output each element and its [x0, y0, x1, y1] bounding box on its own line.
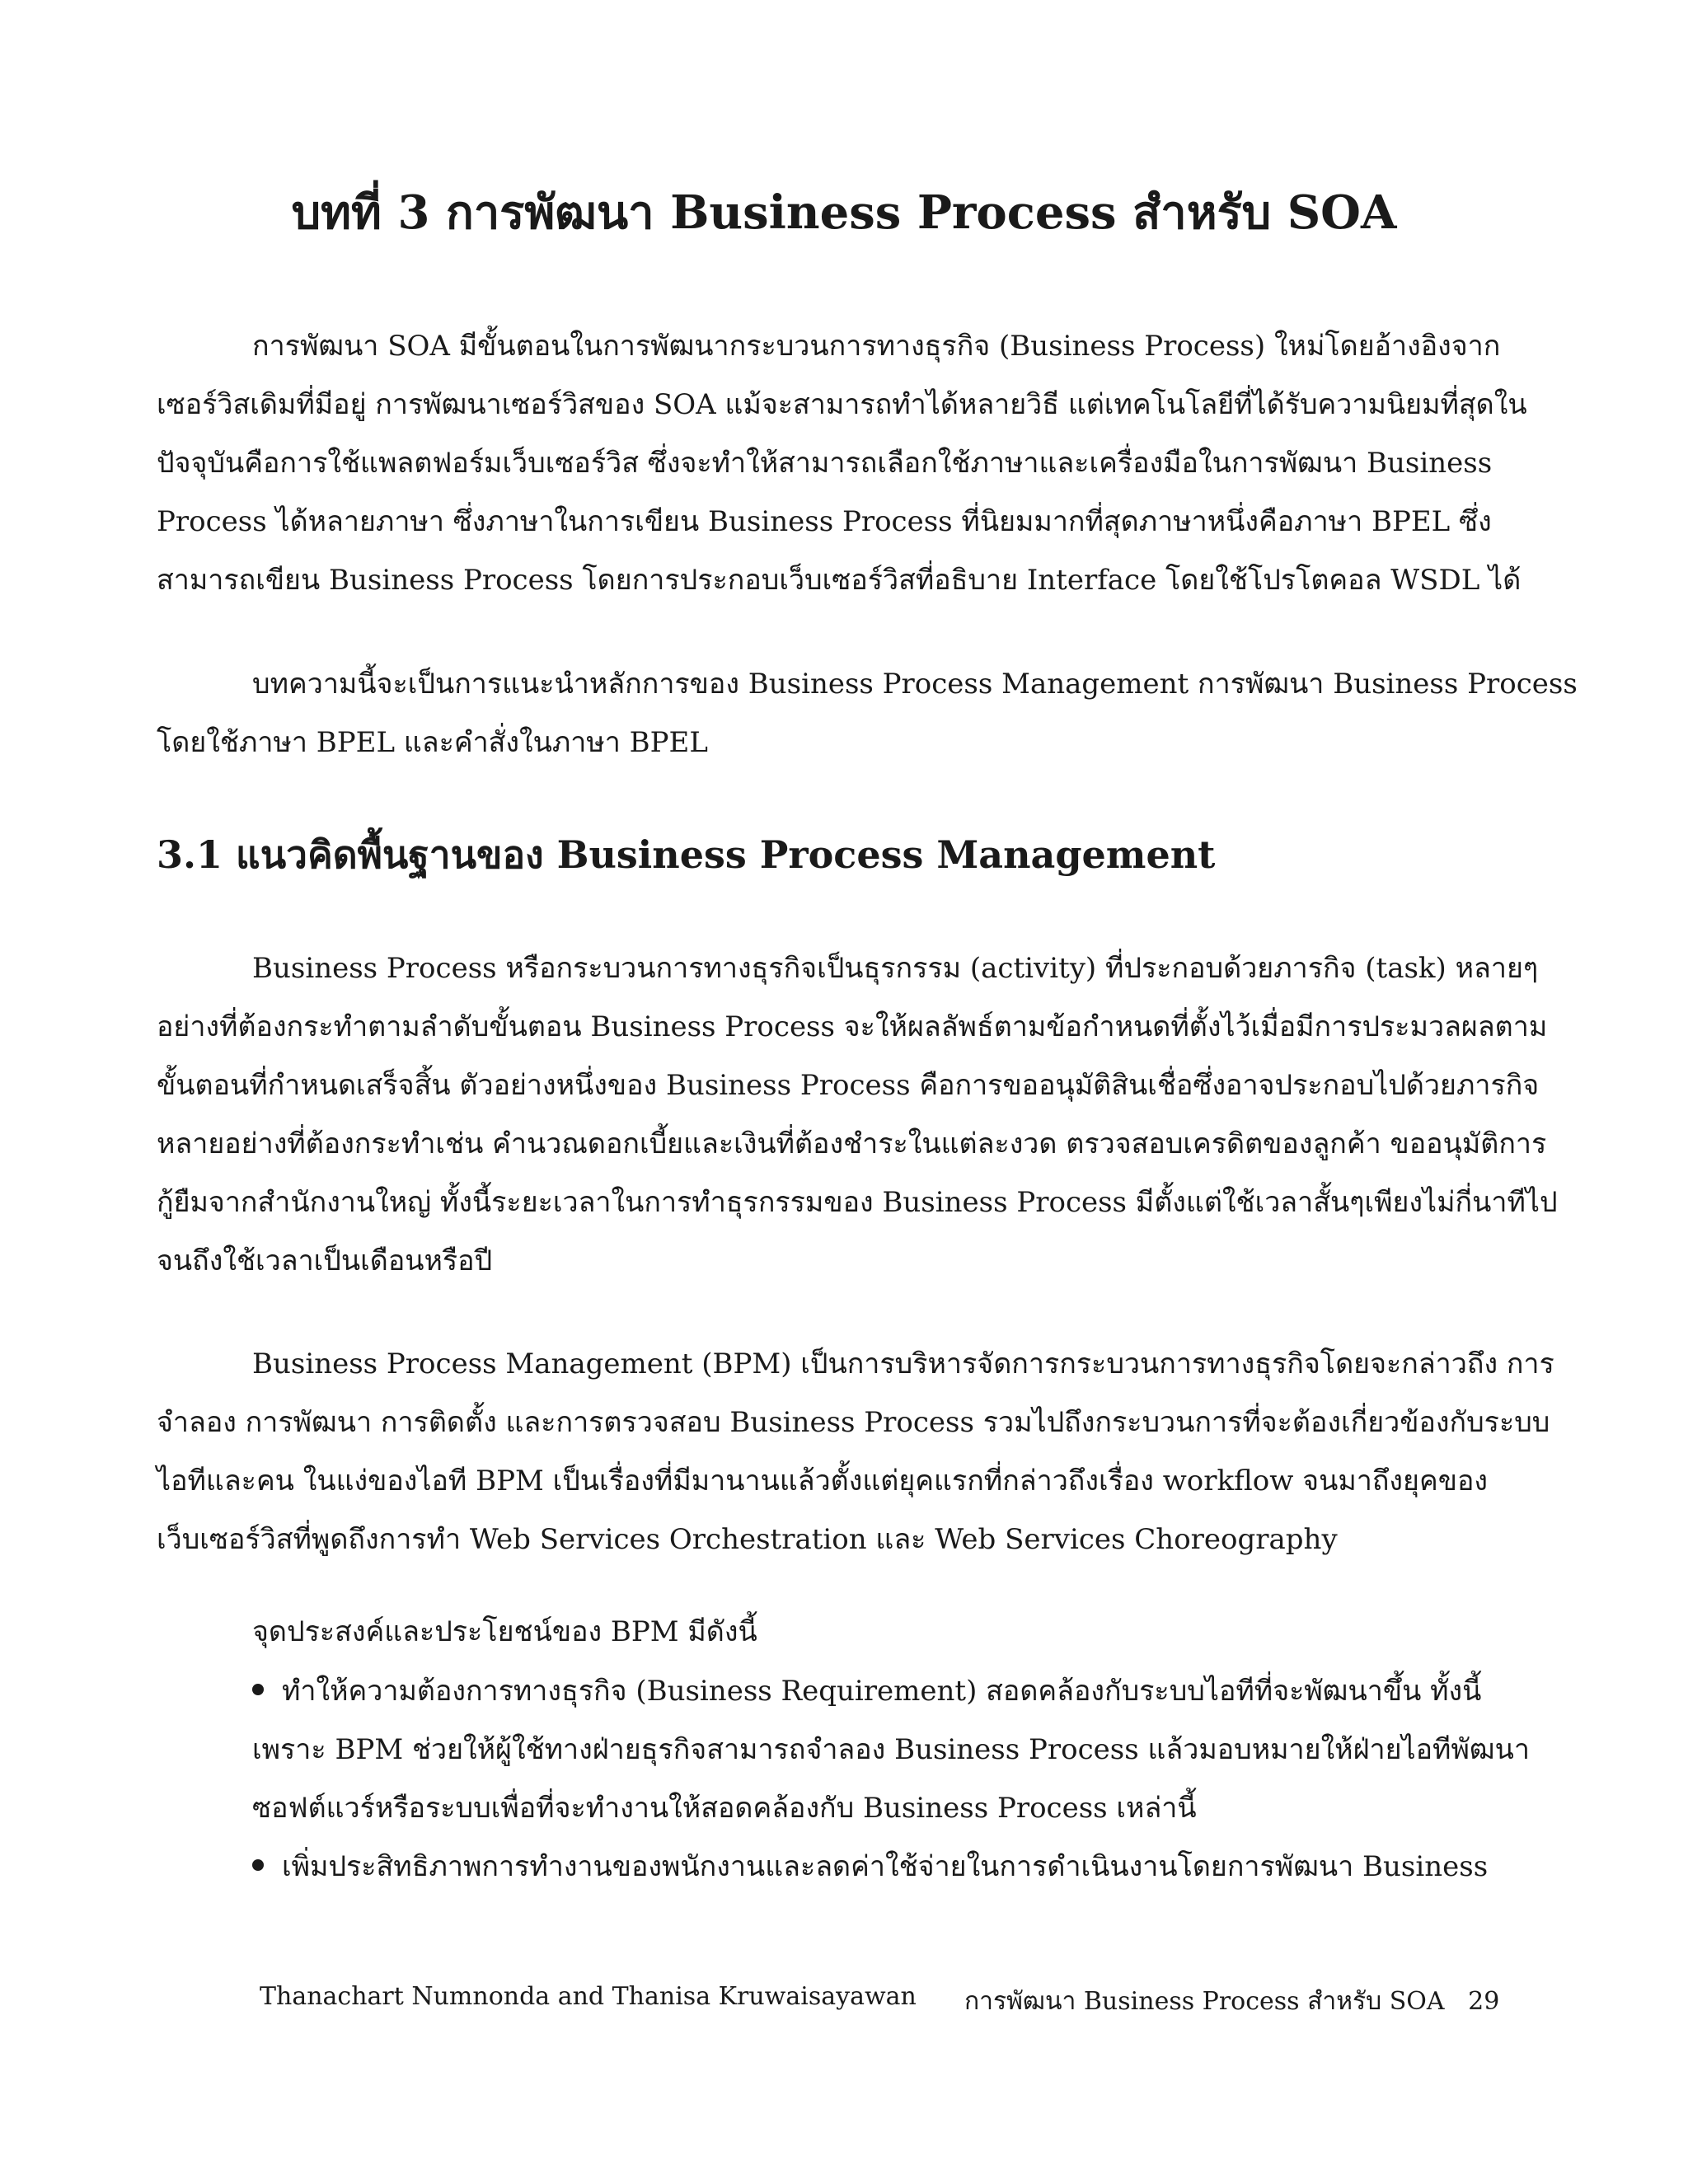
footer-running-title: [964, 1982, 1499, 2021]
paragraph-line: ขั้นตอนที่กำหนดเสร็จสิ้น ตัวอย่างหนึ่งของ Business Process คือการขออนุมัติสินเชื่อซึ่งอาจประกอบไปด้วยภารกิจ: [157, 1069, 1540, 1102]
paragraph-line: เซอร์วิสเดิมที่มีอยู่ การพัฒนาเซอร์วิสของ SOA แม้จะสามารถทำได้หลายวิธี แต่เทคโนโลยีที่ได้รับความนิยมที่สุดใน: [157, 388, 1527, 421]
footer-title-text: การพัฒนา Business Process สำหรับ SOA: [964, 1987, 1445, 2016]
bullet-text: เพิ่มประสิทธิภาพการทำงานของพนักงานและลดค่าใช้จ่ายในการดำเนินงานโดยการพัฒนา Business: [282, 1850, 1489, 1883]
bullet-text: ทำให้ความต้องการทางธุรกิจ (Business Requirement) สอดคล้องกับระบบไอทีที่จะพัฒนาขึ้น ทั้งนี้: [282, 1675, 1482, 1708]
paragraph-line: Business Process Management (BPM) เป็นการบริหารจัดการกระบวนการทางธุรกิจโดยจะกล่าวถึง การ: [252, 1347, 1554, 1380]
bullet-icon: [252, 1684, 264, 1695]
bpm-intro-text: จุดประสงค์และประโยชน์ของ BPM มีดังนี้: [252, 1615, 757, 1648]
section-paragraph-1: [157, 940, 1558, 1291]
page-number: 29: [1468, 1987, 1500, 2016]
chapter-title: บทที่ 3 การพัฒนา Business Process สำหรับ SOA: [291, 185, 1397, 240]
paragraph-line: จำลอง การพัฒนา การติดตั้ง และการตรวจสอบ Business Process รวมไปถึงกระบวนการที่จะต้องเกี่ยวข้องกับระบบ: [157, 1406, 1550, 1439]
paragraph-line: อย่างที่ต้องกระทำตามลำดับขั้นตอน Business Process จะให้ผลลัพธ์ตามข้อกำหนดที่ตั้งไว้เมื่อมีการประมวลผลตาม: [157, 1010, 1548, 1043]
bullet-line: [252, 1662, 1538, 1721]
paragraph-line: ปัจจุบันคือการใช้แพลตฟอร์มเว็บเซอร์วิส ซึ่งจะทำให้สามารถเลือกใช้ภาษาและเครื่องมือในการพัฒนา Business: [157, 447, 1493, 480]
paragraph-line: โดยใช้ภาษา BPEL และคำสั่งในภาษา BPEL: [157, 726, 708, 759]
paragraph-line: เว็บเซอร์วิสที่พูดถึงการทำ Web Services Orchestration และ Web Services Choreography: [157, 1523, 1338, 1556]
paragraph-line: Business Process หรือกระบวนการทางธุรกิจเป็นธุรกรรม (activity) ที่ประกอบด้วยภารกิจ (task) หลายๆ: [252, 952, 1539, 985]
bullet-item-2: [252, 1838, 1538, 1896]
bullet-icon: [252, 1859, 264, 1871]
bullet-line: เพราะ BPM ช่วยให้ผู้ใช้ทางฝ่ายธุรกิจสามารถจำลอง Business Process แล้วมอบหมายให้ฝ่ายไอทีพัฒนา: [252, 1733, 1530, 1766]
intro-paragraph-1: [157, 317, 1525, 610]
paragraph-line: กู้ยืมจากสำนักงานใหญ่ ทั้งนี้ระยะเวลาในการทำธุรกรรมของ Business Process มีตั้งแต่ใช้เวลาสั้นๆเพียงไม่กี่นาทีไป: [157, 1186, 1558, 1219]
paragraph-line: Process ได้หลายภาษา ซึ่งภาษาในการเขียน Business Process ที่นิยมมากที่สุดภาษาหนึ่งคือภาษา BPEL ซึ่ง: [157, 505, 1492, 538]
section-heading: 3.1 แนวคิดพื้นฐานของ Business Process Management: [157, 832, 1216, 877]
bullet-item-1: [252, 1662, 1538, 1838]
bpm-intro: [252, 1603, 1538, 1661]
section-paragraph-2: [157, 1335, 1554, 1569]
paragraph-line: การพัฒนา SOA มีขั้นตอนในการพัฒนากระบวนการทางธุรกิจ (Business Process) ใหม่โดยอ้างอิงจาก: [252, 330, 1501, 363]
paragraph-line: บทความนี้จะเป็นการแนะนำหลักการของ Business Process Management การพัฒนา Business Process: [252, 668, 1578, 701]
paragraph-line: หลายอย่างที่ต้องกระทำเช่น คำนวณดอกเบี้ยและเงินที่ต้องชำระในแต่ละงวด ตรวจสอบเครดิตของลูกค้า ขออนุมัติการ: [157, 1127, 1547, 1160]
intro-paragraph-2: [157, 655, 1578, 772]
footer-authors: Thanachart Numnonda and Thanisa Kruwaisayawan: [260, 1982, 917, 2011]
paragraph-line: ไอทีและคน ในแง่ของไอที BPM เป็นเรื่องที่มีมานานแล้วตั้งแต่ยุคแรกที่กล่าวถึงเรื่อง workflow จนมาถึงยุคของ: [157, 1465, 1488, 1497]
bullet-line: [252, 1838, 1538, 1896]
paragraph-line: สามารถเขียน Business Process โดยการประกอบเว็บเซอร์วิสที่อธิบาย Interface โดยใช้โปรโตคอล WSDL ได้: [157, 564, 1522, 597]
bullet-line: ซอฟต์แวร์หรือระบบเพื่อที่จะทำงานให้สอดคล้องกับ Business Process เหล่านี้: [252, 1792, 1197, 1825]
paragraph-line: จนถึงใช้เวลาเป็นเดือนหรือปี: [157, 1244, 493, 1277]
